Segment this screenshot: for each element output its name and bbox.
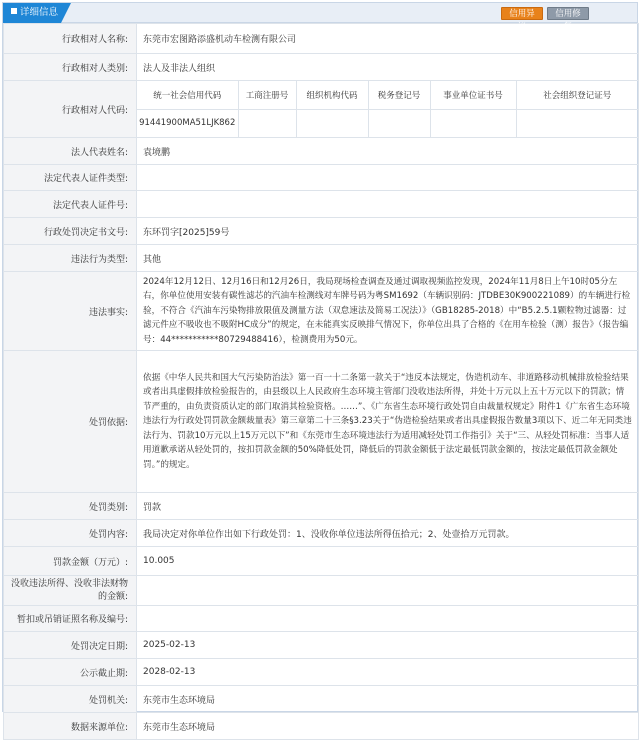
violation-type-label: 违法行为类型:	[4, 245, 137, 272]
row-decision-no	[4, 218, 639, 245]
counterpart-type-label: 行政相对人类别:	[4, 54, 137, 81]
violation-type-value: 其他	[137, 245, 639, 272]
legal-rep-id-type-label: 法定代表人证件类型:	[4, 165, 137, 191]
code-header-uscc: 统一社会信用代码	[137, 81, 238, 109]
list-icon	[11, 8, 17, 14]
row-penalty-basis	[4, 351, 639, 493]
row-fine-amount	[4, 547, 639, 576]
detail-table	[3, 23, 639, 740]
counterpart-code-label: 行政相对人代码:	[4, 81, 137, 138]
legal-rep-label: 法人代表姓名:	[4, 138, 137, 165]
detail-panel	[2, 2, 638, 733]
counterpart-type-value: 法人及非法人组织	[137, 54, 639, 81]
counterpart-name-value: 东莞市宏图路添盛机动车检测有限公司	[137, 24, 639, 54]
row-counterpart-type	[4, 54, 639, 81]
row-penalty-authority	[4, 686, 639, 713]
confiscated-amount-label: 没收违法所得、没收非法财物的金额:	[4, 576, 137, 606]
penalty-content-label: 处罚内容:	[4, 520, 137, 547]
code-header-social-org: 社会组织登记证号	[516, 81, 638, 109]
penalty-basis-value: 依据《中华人民共和国大气污染防治法》第一百一十二条第一款关于“违反本法规定，伪造机动车、非道路移动机械排放检验结果或者出具虚假排放检验报告的，由县级以上人民政府生态环境主管部门没收违法所得，并处十万元以上五十万元以下的罚款；情节严重的，由负责资质认定的部门取消其检验资格。……”、《广东省生态环境行政处罚自由裁量权规定》附件1《广东省生态环境违法行为行政处罚罚款金额裁量表》第三章第二十三条§3.23关于“伪造检验结果或者出具虚假报告数量3项以下、近二年无同类违法行为、罚款10万元以上15万元以下”和《东莞市生态环境违法行为适用减轻处罚工作指引》关于“三、从轻处罚标准：当事人适用道歉承诺从轻处罚的，按扣罚款金额的50%降低处罚，降低后的罚款金额低于法定最低罚款金额的，按法定最低罚款金额处罚。”的规定。	[137, 351, 639, 493]
row-license-name-no	[4, 606, 639, 632]
row-penalty-category	[4, 493, 639, 520]
row-legal-rep	[4, 138, 639, 165]
license-name-no-label: 暂扣或吊销证照名称及编号:	[4, 606, 137, 632]
decision-no-value: 东环罚字[2025]59号	[137, 218, 639, 245]
detail-tab-label: 详细信息	[20, 7, 59, 18]
fine-amount-label: 罚款金额（万元）:	[4, 547, 137, 576]
counterpart-name-label: 行政相对人名称:	[4, 24, 137, 54]
violation-facts-value: 2024年12月12日、12月16日和12月26日，我局现场检查调查及通过调取视频监控发现，2024年11月8日上午10时05分左右，你单位使用安装有碳性滤芯的汽油车检测线对车牌号码为粤SM1692（车辆识别码：JTDBE30K900221089）的车辆进行检验，不符合《汽油车污染物排放限值及测量方法（双怠速法及简易工况法）》（GB18285-2018）中“B5.2.5.1颗粒物过滤器：过滤元件应不吸收也不吸附HC成分”的规定，在未能真实反映排气情况下，你单位出具了合格的《在用车检验（测）报告》（报告编号：44***********80729488416），检测费用为50元。	[137, 272, 639, 351]
code-value-uscc: 91441900MA51LJK862	[137, 109, 238, 137]
confiscated-amount-value	[137, 576, 639, 606]
legal-rep-id-type-value	[137, 165, 639, 191]
row-decision-date	[4, 632, 639, 659]
penalty-category-label: 处罚类别:	[4, 493, 137, 520]
row-counterpart-name	[4, 24, 639, 54]
code-value-institution-cert	[430, 109, 516, 137]
decision-date-value: 2025-02-13	[137, 632, 639, 659]
code-header-business-reg: 工商注册号	[238, 81, 296, 109]
penalty-category-value: 罚款	[137, 493, 639, 520]
code-value-org-code	[296, 109, 368, 137]
row-legal-rep-id-no	[4, 191, 639, 218]
code-subtable	[137, 81, 638, 137]
license-name-no-value	[137, 606, 639, 632]
legal-rep-id-no-value	[137, 191, 639, 218]
decision-no-label: 行政处罚决定书文号:	[4, 218, 137, 245]
fine-amount-value: 10.005	[137, 547, 639, 576]
panel-titlebar	[3, 3, 637, 32]
public-deadline-label: 公示截止期:	[4, 659, 137, 686]
code-value-tax-reg	[368, 109, 430, 137]
row-penalty-content	[4, 520, 639, 547]
penalty-authority-value: 东莞市生态环境局	[137, 686, 639, 713]
detail-tab	[3, 3, 61, 23]
credit-repair-button[interactable]: 信用修复	[547, 7, 589, 20]
code-header-org-code: 组织机构代码	[296, 81, 368, 109]
counterpart-code-cell	[137, 81, 639, 138]
row-legal-rep-id-type	[4, 165, 639, 191]
row-violation-type	[4, 245, 639, 272]
row-data-source	[4, 713, 639, 740]
penalty-authority-label: 处罚机关:	[4, 686, 137, 713]
public-deadline-value: 2028-02-13	[137, 659, 639, 686]
legal-rep-id-no-label: 法定代表人证件号:	[4, 191, 137, 218]
decision-date-label: 处罚决定日期:	[4, 632, 137, 659]
row-counterpart-code	[4, 81, 639, 138]
code-header-tax-reg: 税务登记号	[368, 81, 430, 109]
row-violation-facts	[4, 272, 639, 351]
penalty-content-value: 我局决定对你单位作出如下行政处罚：1、没收你单位违法所得伍拾元；2、处壹拾万元罚款。	[137, 520, 639, 547]
data-source-label: 数据来源单位:	[4, 713, 137, 740]
code-value-social-org	[516, 109, 638, 137]
row-public-deadline	[4, 659, 639, 686]
violation-facts-label: 违法事实:	[4, 272, 137, 351]
legal-rep-value: 袁境鹏	[137, 138, 639, 165]
code-value-business-reg	[238, 109, 296, 137]
credit-objection-button[interactable]: 信用异议	[501, 7, 543, 20]
code-header-institution-cert: 事业单位证书号	[430, 81, 516, 109]
penalty-basis-label: 处罚依据:	[4, 351, 137, 493]
row-confiscated-amount	[4, 576, 639, 606]
data-source-value: 东莞市生态环境局	[137, 713, 639, 740]
